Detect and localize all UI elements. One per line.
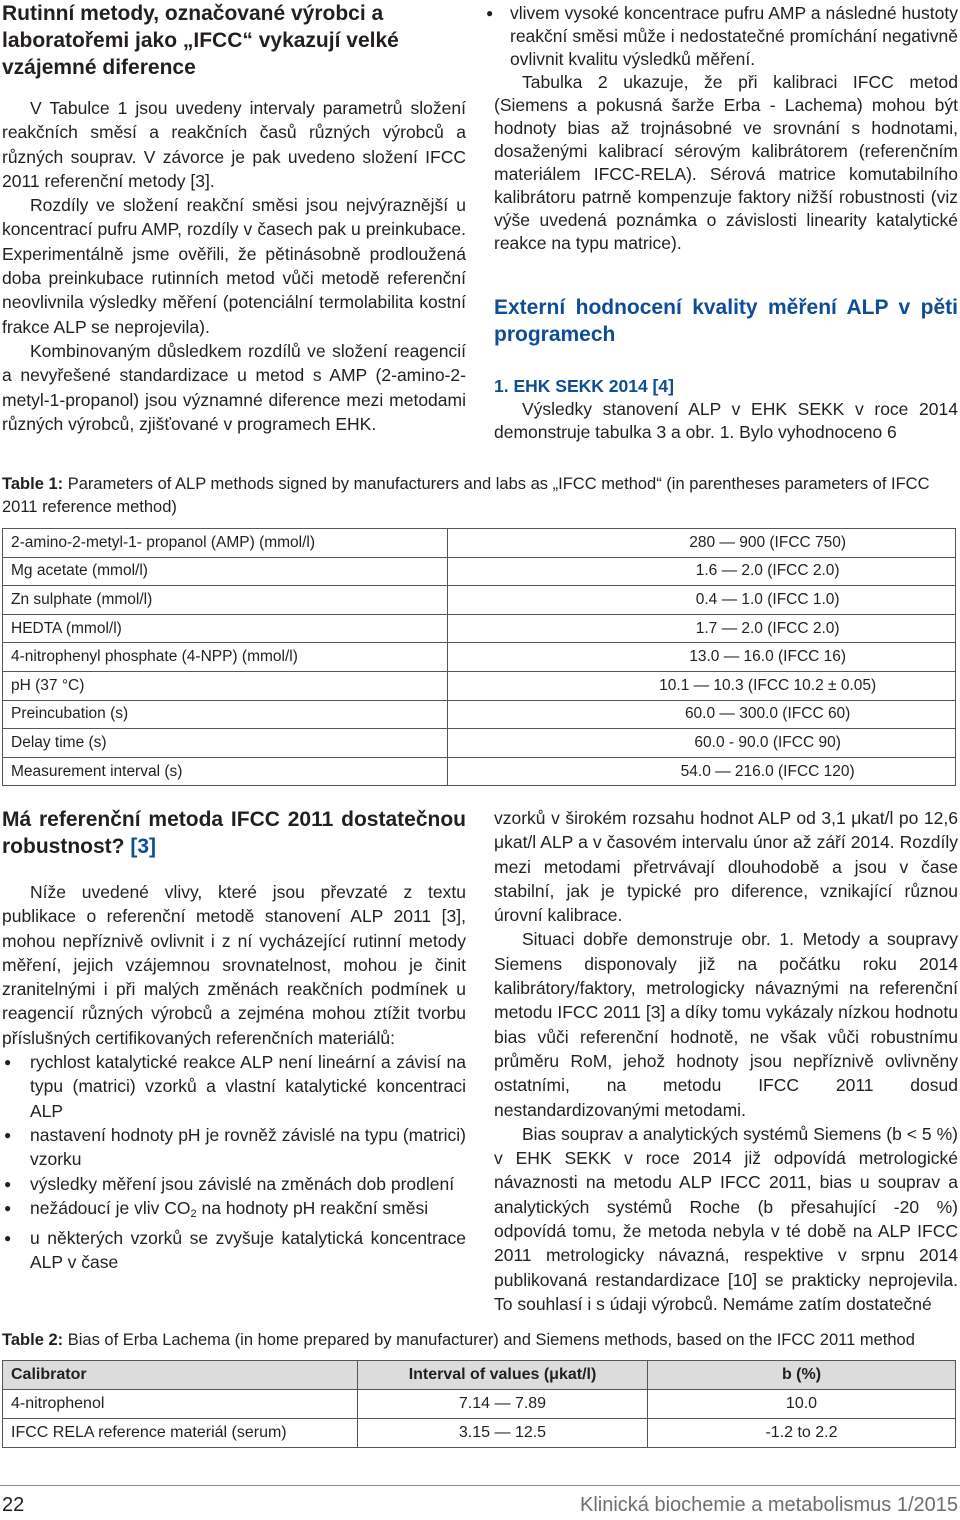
table-row bbox=[3, 729, 956, 758]
value-cell: 1.7 — 2.0 (IFCC 2.0) bbox=[448, 614, 956, 643]
table-row bbox=[3, 614, 956, 643]
paragraph: Rozdíly ve složení reakční směsi jsou nejvýraznější u koncentrací pufru AMP, rozdíly v časech pak u preinkubace. Experimentálně jsme ověřili, že pětinásobně prodloužená doba preinkubace rutinních metod vůči metodě referenční neovlivnila výsledky měření (potenciální termolabilita kostní frakce ALP se neprojevila). bbox=[2, 195, 466, 337]
value-cell: 1.6 — 2.0 (IFCC 2.0) bbox=[448, 557, 956, 586]
param-cell: Measurement interval (s) bbox=[3, 757, 448, 786]
table-row bbox=[3, 757, 956, 786]
table-row bbox=[3, 700, 956, 729]
bullet-list bbox=[494, 2, 958, 71]
list-item: ● výsledky měření jsou závislé na změnách dob prodlení bbox=[2, 1172, 466, 1196]
paragraph: vzorků v širokém rozsahu hodnot ALP od 3,1 μkat/l po 12,6 μkat/l ALP a v časovém intervalu únor až září 2014. Rozdíly mezi metodami přetrvávají dlouhodobě a jsou v čase stabilní, jak je typické pro diference, vznikající různou úrovní kalibrace. bbox=[494, 808, 958, 926]
co2-text-pre: nežádoucí je vliv CO bbox=[30, 1197, 191, 1218]
value-cell: 0.4 — 1.0 (IFCC 1.0) bbox=[448, 586, 956, 615]
paragraph: Výsledky stanovení ALP v EHK SEKK v roce 2014 demonstruje tabulka 3 a obr. 1. Bylo vyhodnoceno 6 bbox=[494, 399, 958, 442]
right-column-top bbox=[494, 2, 958, 444]
param-cell: pH (37 °C) bbox=[3, 671, 448, 700]
table-1 bbox=[2, 528, 956, 786]
param-cell: Mg acetate (mmol/l) bbox=[3, 557, 448, 586]
calibrator-cell: IFCC RELA reference materiál (serum) bbox=[3, 1419, 358, 1448]
table-header-row bbox=[3, 1361, 956, 1390]
value-cell: 54.0 — 216.0 (IFCC 120) bbox=[448, 757, 956, 786]
interval-cell: 3.15 — 12.5 bbox=[358, 1419, 648, 1448]
param-cell: 4-nitrophenyl phosphate (4-NPP) (mmol/l) bbox=[3, 643, 448, 672]
bullet-list bbox=[2, 1050, 466, 1275]
table-1-caption-text: Parameters of ALP methods signed by manufacturers and labs as „IFCC method“ (in parentheses parameters of IFCC 2011 reference method) bbox=[2, 475, 930, 516]
section-heading-robustnost bbox=[2, 806, 466, 860]
section-heading-externi-hodnoceni: Externí hodnocení kvality měření ALP v pěti programech bbox=[494, 296, 958, 346]
table-row bbox=[3, 643, 956, 672]
calibrator-cell: 4-nitrophenol bbox=[3, 1390, 358, 1419]
param-cell: Delay time (s) bbox=[3, 729, 448, 758]
param-cell: Preincubation (s) bbox=[3, 700, 448, 729]
param-cell: Zn sulphate (mmol/l) bbox=[3, 586, 448, 615]
section-heading-rutinni-metody: Rutinní metody, označované výrobci a laboratořemi jako „IFCC“ vykazují velké vzájemné diference bbox=[2, 2, 399, 79]
left-column-top bbox=[2, 96, 466, 436]
footer-divider bbox=[0, 1485, 960, 1486]
bias-cell: -1.2 to 2.2 bbox=[648, 1419, 956, 1448]
list-item: ● nastavení hodnoty pH je rovněž závislé na typu (matrici) vzorku bbox=[2, 1123, 466, 1172]
right-column-bottom bbox=[494, 806, 958, 1316]
value-cell: 10.1 — 10.3 (IFCC 10.2 ± 0.05) bbox=[448, 671, 956, 700]
column-header: Calibrator bbox=[3, 1361, 358, 1390]
table-2-caption bbox=[2, 1329, 956, 1352]
paragraph: V Tabulce 1 jsou uvedeny intervaly parametrů složení reakčních směsí a reakčních časů různých výrobců a různých souprav. V závorce je pak uvedeno složení IFCC 2011 referenční metody [3]. bbox=[2, 98, 466, 191]
table-row bbox=[3, 557, 956, 586]
table-row bbox=[3, 1419, 956, 1448]
page-number: 22 bbox=[2, 1494, 25, 1516]
table-2-caption-text: Bias of Erba Lachema (in home prepared by manufacturer) and Siemens methods, based on the IFCC 2011 method bbox=[67, 1331, 915, 1349]
value-cell: 13.0 — 16.0 (IFCC 16) bbox=[448, 643, 956, 672]
value-cell: 60.0 — 300.0 (IFCC 60) bbox=[448, 700, 956, 729]
paragraph: Níže uvedené vlivy, které jsou převzaté z textu publikace o referenční metodě stanovení ALP 2011 [3], mohou nepříznivě ovlivnit i z ní vycházející rutinní metody měření, jejich vzájemnou srovnatelnost, mohou je činit zranitelnými i při malých změnách reakčních podmínek u reagencií různých výrobců a zejména mohou ztížit tvorbu příslušných certifikovaných referenčních materiálů: bbox=[2, 882, 466, 1048]
subheading-ehk-sekk: 1. EHK SEKK 2014 [4] bbox=[494, 376, 674, 396]
table-1-caption-label: Table 1: bbox=[2, 475, 64, 493]
column-header: b (%) bbox=[648, 1361, 956, 1390]
paragraph: Situaci dobře demonstruje obr. 1. Metody a soupravy Siemens disponovaly již na počátku roku 2014 kalibrátory/faktory, metrologicky návaznými na referenční metodu IFCC 2011 [3] a díky tomu vykázaly nízkou hodnotu bias vůči referenční hodnotě, ne však vůči robustnímu průměru RoM, jehož hodnoty jsou nepříznivě ovlivněny ostatními, na metodu IFCC 2011 dosud nestandardizovanými metodami. bbox=[494, 929, 958, 1120]
list-item: ● vlivem vysoké koncentrace pufru AMP a následné hustoty reakční směsi může i nedostatečné promíchání negativně ovlivnit kvalitu výsledků měření. bbox=[484, 2, 958, 71]
value-cell: 60.0 - 90.0 (IFCC 90) bbox=[448, 729, 956, 758]
table-row bbox=[3, 1390, 956, 1419]
column-header: Interval of values (μkat/l) bbox=[358, 1361, 648, 1390]
table-1-caption bbox=[2, 473, 956, 519]
bias-cell: 10.0 bbox=[648, 1390, 956, 1419]
co2-subscript: 2 bbox=[190, 1207, 197, 1220]
table-row bbox=[3, 586, 956, 615]
list-item: ● rychlost katalytické reakce ALP není lineární a závisí na typu (matrici) vzorků a vlastní katalytické koncentraci ALP bbox=[2, 1050, 466, 1123]
journal-title: Klinická biochemie a metabolismus 1/2015 bbox=[580, 1494, 958, 1516]
value-cell: 280 — 900 (IFCC 750) bbox=[448, 529, 956, 558]
table-row bbox=[3, 671, 956, 700]
table-row bbox=[3, 529, 956, 558]
list-item: ● u některých vzorků se zvyšuje katalytická koncentrace ALP v čase bbox=[2, 1226, 466, 1275]
interval-cell: 7.14 — 7.89 bbox=[358, 1390, 648, 1419]
heading-text: Má referenční metoda IFCC 2011 dostatečnou robustnost? bbox=[2, 808, 466, 858]
paragraph: Kombinovaným důsledkem rozdílů ve složení reagencií a nevyřešené standardizace u metod s AMP (2-amino-2-metyl-1-propanol) jsou významné diference mezi metodami různých výrobců, zjišťované v programech EHK. bbox=[2, 340, 466, 434]
table-2-caption-label: Table 2: bbox=[2, 1331, 64, 1349]
heading-reference: [3] bbox=[130, 835, 156, 858]
param-cell: 2-amino-2-metyl-1- propanol (AMP) (mmol/l) bbox=[3, 529, 448, 558]
param-cell: HEDTA (mmol/l) bbox=[3, 614, 448, 643]
paragraph: Tabulka 2 ukazuje, že při kalibraci IFCC metod (Siemens a pokusná šarže Erba - Lachema) mohou být hodnoty bias až trojnásobné ve srovnání s hodnotami, dosaženými kalibrací sérovým kalibrátorem (referenčním materiálem IFCC-RELA). Sérová matrice komutabilního kalibrátoru patrně kompenzuje faktory nižší robustnosti (viz výše uvedená poznámka o závislosti linearity katalytické reakce na typu matrice). bbox=[494, 72, 958, 253]
list-item bbox=[2, 1196, 466, 1226]
left-column-bottom bbox=[2, 806, 466, 1275]
co2-text-post: na hodnoty pH reakční směsi bbox=[196, 1197, 429, 1218]
table-2 bbox=[2, 1360, 956, 1448]
paragraph: Bias souprav a analytických systémů Siemens (b < 5 %) v EHK SEKK v roce 2014 již odpovídá metrologické návaznosti na metodu ALP IFCC 2011, bias u souprav a analytických systémů Roche (b přesahující -20 %) odpovídá tomu, že metoda nebyla v té době na ALP IFCC 2011 metrologicky návazná, respektive v srpnu 2014 publikovaná restandardizace [10] se prakticky neprojevila. To souhlasí i s údaji výrobců. Nemáme zatím dostatečné bbox=[494, 1123, 958, 1314]
